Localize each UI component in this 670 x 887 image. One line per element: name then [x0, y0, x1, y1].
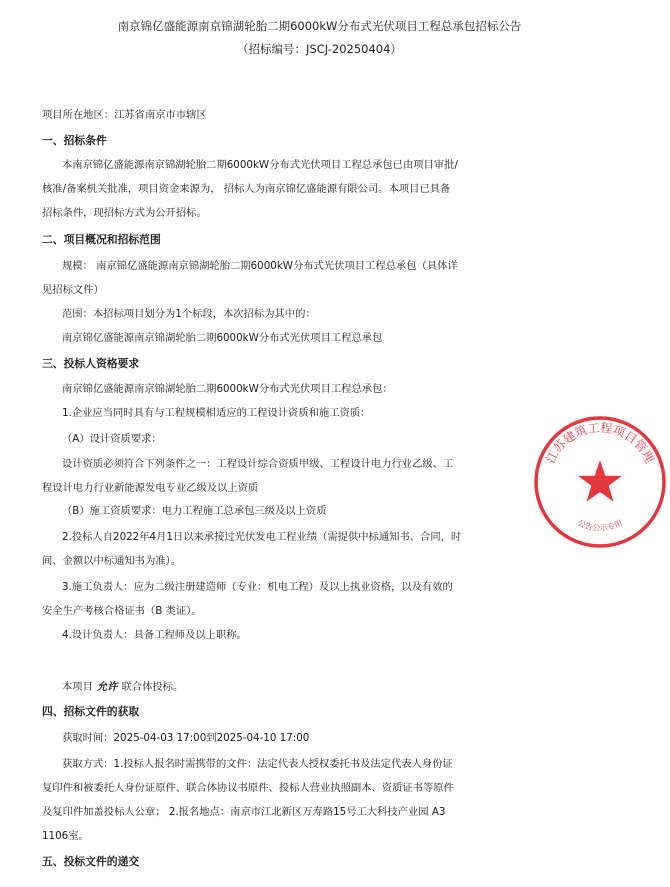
section-3-heading: 三、投标人资格要求: [42, 357, 140, 370]
consortium-prefix: 本项目: [62, 681, 93, 693]
section-2-heading: 二、项目概况和招标范围: [42, 233, 161, 246]
bid-number: （招标编号：JSCJ-20250404）: [237, 42, 402, 56]
qualification-item-2-cont: 间、金额以中标通知书为准）。: [42, 555, 182, 567]
section-1-text-line: 核准/备案机关批准，项目资金来源为， 招标人为南京锦亿盛能源有限公司。本项目已具备: [42, 183, 451, 195]
acquisition-method-cont: 复印件和被委托人身份证原件、联合体协议书原件、投标人营业执照副本、资质证书等原件: [42, 782, 454, 794]
section-1-text-line: 本南京锦亿盛能源南京锦湖轮胎二期6000kW分布式光伏项目工程总承包已由项目审批/: [62, 159, 458, 171]
star-icon: [578, 460, 622, 502]
project-scale: 规模： 南京锦亿盛能源南京锦湖轮胎二期6000kW分布式光伏项目工程总承包（具体详: [62, 260, 458, 272]
section-1-heading: 一、招标条件: [42, 134, 107, 147]
announcement-title: 南京锦亿盛能源南京锦湖轮胎二期6000kW分布式光伏项目工程总承包招标公告: [117, 19, 522, 33]
qualification-item-1: 1.企业应当同时具有与工程规模相适应的工程设计资质和施工资质：: [62, 407, 371, 419]
consortium-line: [62, 680, 183, 694]
seal-top-text: 江苏建筑工程项目管理: [543, 420, 657, 466]
official-seal: [530, 412, 670, 552]
acquisition-method-cont: 1106室。: [42, 830, 89, 842]
acquisition-time: 获取时间：2025-04-03 17:00到2025-04-10 17:00: [62, 732, 310, 744]
section-4-heading: 四、招标文件的获取: [42, 705, 140, 718]
acquisition-method: 获取方式：1.投标人报名时需携带的文件：法定代表人授权委托书及法定代表人身份证: [62, 758, 453, 770]
project-scope: 范围：本招标项目划分为1个标段，本次招标为其中的：: [62, 308, 316, 320]
construction-qualification: （B）施工资质要求：电力工程施工总承包三级及以上资质: [62, 505, 327, 517]
design-qualification-detail: 设计资质必须符合下列条件之一：工程设计综合资质甲级、工程设计电力行业乙级、工: [62, 458, 454, 470]
project-lot: 南京锦亿盛能源南京锦湖轮胎二期6000kW分布式光伏项目工程总承包: [62, 332, 383, 344]
section-1-text-line: 招标条件，现招标方式为公开招标。: [42, 207, 207, 219]
project-location: 项目所在地区：江苏省南京市市辖区: [42, 109, 207, 121]
consortium-suffix: 联合体投标。: [121, 681, 184, 693]
design-qualification-detail-cont: 程设计电力行业新能源发电专业乙级及以上资质: [42, 482, 259, 494]
design-qualification-label: （A）设计资质要求：: [62, 433, 162, 445]
seal-bottom-text: 公告公示专用: [576, 518, 624, 533]
section-5-heading: 五、投标文件的递交: [42, 855, 140, 868]
qualification-item-3-cont: 安全生产考核合格证书（B 类证）。: [42, 605, 202, 617]
acquisition-method-cont: 及复印件加盖投标人公章； 2.报名地点：南京市江北新区万寿路15号工大科技产业园 A3: [42, 806, 446, 818]
qualification-item-4: 4.设计负责人：具备工程师及以上职称。: [62, 629, 247, 641]
handwritten-allow: 允许: [96, 681, 118, 693]
qualification-lot: 南京锦亿盛能源南京锦湖轮胎二期6000kW分布式光伏项目工程总承包：: [62, 383, 393, 395]
project-scale-cont: 见招标文件）: [42, 284, 104, 296]
qualification-item-2: 2.投标人自2022年4月1日以来承接过光伏发电工程业绩（需提供中标通知书、合同，时: [62, 531, 462, 543]
qualification-item-3: 3.施工负责人：应为二级注册建造师（专业：机电工程）及以上执业资格，以及有效的: [62, 581, 453, 593]
